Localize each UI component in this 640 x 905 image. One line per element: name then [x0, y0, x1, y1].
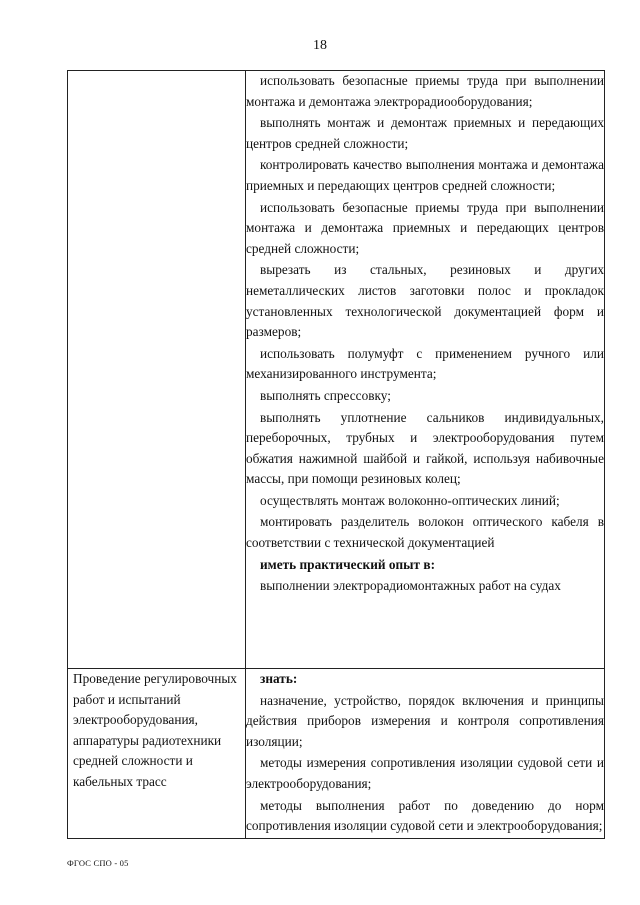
requirement-item: монтировать разделитель волокон оптического кабеля в соответствии с технической документацией: [246, 514, 604, 551]
requirement-item: методы выполнения работ по доведению до норм сопротивления изоляции судовой сети и электрооборудования;: [246, 797, 604, 834]
requirement-item: методы измерения сопротивления изоляции судовой сети и электрооборудования;: [246, 755, 604, 791]
requirements-cell: [246, 71, 605, 669]
page-number: 18: [313, 38, 327, 53]
competency-table: [67, 70, 605, 839]
requirement-item: выполнять монтаж и демонтаж приемных и передающих центров средней сложности;: [246, 115, 604, 151]
table-row: [68, 669, 605, 839]
requirements-cell: [246, 669, 605, 839]
requirement-item: использовать безопасные приемы труда при выполнении монтажа и демонтажа приемных и передающих центров средней сложности;: [246, 199, 604, 256]
requirement-item: назначение, устройство, порядок включения и принципы действия приборов измерения и контроля сопротивления изоляции;: [246, 692, 604, 749]
requirement-item: использовать полумуфт с применением ручного или механизированного инструмента;: [246, 345, 604, 382]
requirement-item: выполнении электрорадиомонтажных работ на судах: [260, 578, 561, 594]
activity-text: Проведение регулировочных работ и испытаний электрооборудования, аппаратуры радиотехники средней сложности и кабельных трасс: [73, 671, 237, 789]
requirement-item: контролировать качество выполнения монтажа и демонтажа приемных и передающих центров средней сложности;: [246, 157, 604, 193]
footer-label: ФГОС СПО - 05: [67, 858, 129, 868]
activity-cell: [68, 669, 246, 839]
activity-cell: [68, 71, 246, 669]
requirement-heading: знать:: [260, 671, 298, 686]
table-row: [68, 71, 605, 669]
requirement-item: выполнять уплотнение сальников индивидуальных, переборочных, трубных и электрооборудования путем обжатия нажимной шайбой и гайкой, используя набивочные массы, при помощи резиновых колец;: [246, 409, 604, 487]
table-body: [68, 71, 605, 839]
requirement-item: выполнять спрессовку;: [260, 387, 391, 403]
requirement-heading: иметь практический опыт в:: [260, 556, 435, 572]
requirement-item: осуществлять монтаж волоконно-оптических линий;: [260, 492, 560, 508]
requirement-item: вырезать из стальных, резиновых и других неметаллических листов заготовки полос и прокладок установленных технологической документацией форм и размеров;: [246, 262, 604, 340]
requirement-item: использовать безопасные приемы труда при выполнении монтажа и демонтажа электрорадиооборудования;: [246, 73, 604, 109]
